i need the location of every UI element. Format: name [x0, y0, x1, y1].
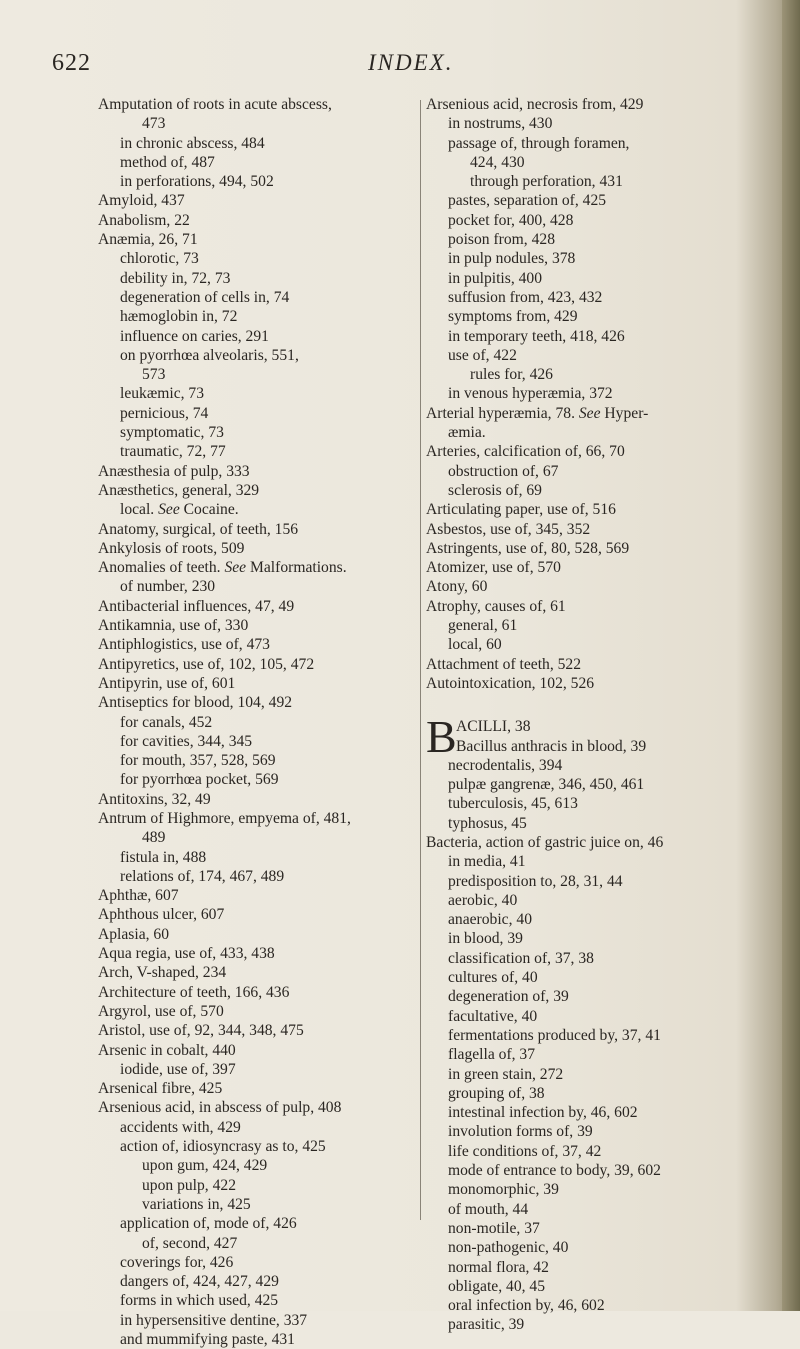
- index-entry: [98, 520, 420, 539]
- index-entry: [426, 249, 776, 268]
- see-reference-label: See: [224, 559, 247, 577]
- index-entry: [98, 462, 420, 481]
- entry-text: Architecture of teeth, 166, 436: [98, 983, 290, 1001]
- index-entry: [98, 1291, 420, 1310]
- entry-text: degeneration of, 39: [448, 988, 569, 1006]
- index-entry: [98, 925, 420, 944]
- entry-text: fermentations produced by, 37, 41: [448, 1026, 661, 1044]
- entry-text: Antiphlogistics, use of, 473: [98, 636, 270, 654]
- index-entry: [426, 852, 776, 871]
- index-entry: [98, 327, 420, 346]
- entry-text: classification of, 37, 38: [448, 949, 594, 967]
- entry-text: for canals, 452: [120, 713, 213, 731]
- index-entry: [98, 307, 420, 326]
- entry-text: upon gum, 424, 429: [142, 1157, 268, 1175]
- entry-text: Anæsthesia of pulp, 333: [98, 462, 250, 480]
- index-entry: [98, 346, 420, 365]
- index-entry: [98, 423, 420, 442]
- index-entry: [426, 1277, 776, 1296]
- index-entry: [426, 423, 776, 442]
- entry-text: predisposition to, 28, 31, 44: [448, 872, 623, 890]
- entry-text: intestinal infection by, 46, 602: [448, 1104, 638, 1122]
- index-entry: [426, 794, 776, 813]
- index-entry: [426, 462, 776, 481]
- entry-text: Arterial hyperæmia, 78.: [426, 404, 575, 422]
- entry-text: Arsenical fibre, 425: [98, 1080, 223, 1098]
- index-entry: [426, 814, 776, 833]
- entry-text: Arch, V-shaped, 234: [98, 964, 227, 982]
- index-entry: [426, 756, 776, 775]
- index-entry: [98, 211, 420, 230]
- page-number: 622: [52, 50, 91, 76]
- entry-text: Antiseptics for blood, 104, 492: [98, 694, 293, 712]
- entry-text: Aplasia, 60: [98, 925, 170, 943]
- index-entry: [98, 905, 420, 924]
- entry-text: passage of, through foramen,: [448, 134, 630, 152]
- entry-text: non-motile, 37: [448, 1219, 540, 1237]
- entry-text: dangers of, 424, 427, 429: [120, 1273, 279, 1291]
- entry-text: Arsenious acid, in abscess of pulp, 408: [98, 1099, 342, 1117]
- entry-text: Antipyretics, use of, 102, 105, 472: [98, 655, 315, 673]
- index-entry: [426, 404, 776, 423]
- entry-text: relations of, 174, 467, 489: [120, 867, 285, 885]
- entry-text: iodide, use of, 397: [120, 1060, 236, 1078]
- index-entry: [426, 1238, 776, 1257]
- index-entry: [98, 134, 420, 153]
- entry-text: in chronic abscess, 484: [120, 134, 265, 152]
- entry-text: Antitoxins, 32, 49: [98, 790, 211, 808]
- index-entry: [98, 732, 420, 751]
- entry-text: Autointoxication, 102, 526: [426, 674, 595, 692]
- entry-text: Atomizer, use of, 570: [426, 559, 561, 577]
- entry-text: rules for, 426: [470, 366, 553, 384]
- index-entry: [98, 1041, 420, 1060]
- entry-text: Bacteria, action of gastric juice on, 46: [426, 833, 664, 851]
- entry-text: action of, idiosyncrasy as to, 425: [120, 1138, 326, 1156]
- entry-text: Argyrol, use of, 570: [98, 1002, 224, 1020]
- column-divider: [420, 100, 421, 1220]
- index-entry: [98, 828, 420, 847]
- index-entry: [426, 269, 776, 288]
- entry-text: Anæmia, 26, 71: [98, 231, 198, 249]
- entry-text: obstruction of, 67: [448, 462, 559, 480]
- index-entry: [98, 1098, 420, 1117]
- see-reference-label: See: [158, 501, 180, 519]
- index-entry: [98, 442, 420, 461]
- entry-text: of number, 230: [120, 578, 216, 596]
- entry-text: chlorotic, 73: [120, 250, 199, 268]
- entry-text: life conditions of, 37, 42: [448, 1142, 602, 1160]
- entry-text: aerobic, 40: [448, 891, 518, 909]
- entry-text: in blood, 39: [448, 930, 523, 948]
- index-entry: [426, 1296, 776, 1315]
- entry-text: in nostrums, 430: [448, 115, 553, 133]
- index-entry: [426, 384, 776, 403]
- index-entry: [426, 1045, 776, 1064]
- index-entry: [98, 809, 420, 828]
- index-entry: [98, 1060, 420, 1079]
- entry-text: method of, 487: [120, 153, 215, 171]
- entry-text: Anæsthetics, general, 329: [98, 481, 260, 499]
- index-entry: [426, 539, 776, 558]
- index-entry: [426, 987, 776, 1006]
- index-entry: [426, 307, 776, 326]
- index-entry: [426, 172, 776, 191]
- index-entry: [98, 539, 420, 558]
- index-entry: [426, 520, 776, 539]
- entry-text: 424, 430: [470, 153, 525, 171]
- index-entry: [426, 1258, 776, 1277]
- index-entry: [98, 114, 420, 133]
- index-entry: [98, 191, 420, 210]
- entry-text: æmia.: [448, 424, 486, 442]
- index-entry: [98, 1272, 420, 1291]
- entry-text: Ankylosis of roots, 509: [98, 539, 245, 557]
- index-entry: [426, 1084, 776, 1103]
- entry-text: normal flora, 42: [448, 1258, 549, 1276]
- running-head: INDEX.: [368, 50, 454, 75]
- see-reference-target: Hyper-: [604, 404, 649, 422]
- index-entry: [98, 655, 420, 674]
- entry-text: general, 61: [448, 617, 518, 635]
- index-entry: [426, 1142, 776, 1161]
- index-entry: [426, 775, 776, 794]
- index-entry: [98, 172, 420, 191]
- entry-text: typhosus, 45: [448, 814, 527, 832]
- entry-text: Anomalies of teeth.: [98, 559, 221, 577]
- index-entry: [98, 1234, 420, 1253]
- entry-text: Aphthous ulcer, 607: [98, 906, 225, 924]
- entry-text: for cavities, 344, 345: [120, 732, 253, 750]
- index-entry: [426, 929, 776, 948]
- index-entry: [98, 867, 420, 886]
- index-entry: [98, 693, 420, 712]
- page-edge-shadow: [782, 0, 800, 1311]
- entry-text: Asbestos, use of, 345, 352: [426, 520, 591, 538]
- index-entry: [98, 1079, 420, 1098]
- entry-text: Atony, 60: [426, 578, 488, 596]
- index-entry: [98, 886, 420, 905]
- index-entry: [426, 833, 776, 852]
- index-entry: [98, 1253, 420, 1272]
- index-entry: [98, 404, 420, 423]
- entry-text: grouping of, 38: [448, 1084, 545, 1102]
- entry-text: local.: [120, 501, 155, 519]
- see-reference-target: Malformations.: [250, 559, 347, 577]
- drop-capital: B: [426, 711, 457, 763]
- entry-text: use of, 422: [448, 346, 517, 364]
- index-entry: [426, 949, 776, 968]
- index-entry: [98, 1021, 420, 1040]
- entry-text: Anabolism, 22: [98, 211, 190, 229]
- entry-text: sclerosis of, 69: [448, 481, 542, 499]
- index-entry: [426, 95, 776, 114]
- index-entry: [426, 230, 776, 249]
- index-entry: [426, 211, 776, 230]
- entry-text: oral infection by, 46, 602: [448, 1297, 605, 1315]
- index-entry: [98, 153, 420, 172]
- index-entry: [98, 848, 420, 867]
- entry-text: pastes, separation of, 425: [448, 192, 607, 210]
- index-entry: [426, 134, 776, 153]
- entry-text: through perforation, 431: [470, 173, 623, 191]
- entry-text: in pulpitis, 400: [448, 269, 543, 287]
- entry-text: anaerobic, 40: [448, 911, 532, 929]
- index-entry: [98, 249, 420, 268]
- index-entry: [98, 944, 420, 963]
- index-entry: [426, 442, 776, 461]
- index-entry: [98, 269, 420, 288]
- see-reference-label: See: [578, 404, 601, 422]
- entry-text: parasitic, 39: [448, 1316, 525, 1334]
- index-entry: [426, 1180, 776, 1199]
- index-entry: [426, 968, 776, 987]
- entry-text: Aqua regia, use of, 433, 438: [98, 945, 275, 963]
- entry-text: poison from, 428: [448, 231, 555, 249]
- index-entry: [426, 481, 776, 500]
- index-entry: [98, 230, 420, 249]
- entry-text: Amputation of roots in acute abscess,: [98, 96, 332, 113]
- entry-text: monomorphic, 39: [448, 1181, 559, 1199]
- entry-text: forms in which used, 425: [120, 1292, 279, 1310]
- entry-text: ACILLI, 38: [456, 718, 531, 736]
- entry-text: Arteries, calcification of, 66, 70: [426, 443, 625, 461]
- entry-text: leukæmic, 73: [120, 385, 205, 403]
- index-entry: [98, 983, 420, 1002]
- index-entry: [98, 751, 420, 770]
- entry-text: Amyloid, 437: [98, 192, 185, 210]
- entry-text: suffusion from, 423, 432: [448, 288, 603, 306]
- section-gap: [426, 693, 776, 717]
- entry-text: 489: [142, 829, 166, 847]
- index-entry: [426, 1103, 776, 1122]
- index-entry: [98, 288, 420, 307]
- index-entry: [98, 616, 420, 635]
- index-entry: [426, 635, 776, 654]
- entry-text: flagella of, 37: [448, 1046, 536, 1064]
- entry-text: in temporary teeth, 418, 426: [448, 327, 625, 345]
- index-entry: [98, 963, 420, 982]
- entry-text: of, second, 427: [142, 1234, 238, 1252]
- entry-text: on pyorrhœa alveolaris, 551,: [120, 346, 299, 364]
- index-entry: [426, 191, 776, 210]
- entry-text: 473: [142, 115, 166, 133]
- index-entry: [98, 481, 420, 500]
- entry-text: for pyorrhœa pocket, 569: [120, 771, 279, 789]
- entry-text: Aristol, use of, 92, 344, 348, 475: [98, 1022, 304, 1040]
- entry-text: pocket for, 400, 428: [448, 211, 574, 229]
- entry-text: for mouth, 357, 528, 569: [120, 752, 276, 770]
- index-entry: [426, 1026, 776, 1045]
- index-entry: [98, 95, 420, 114]
- index-entry: [426, 114, 776, 133]
- entry-text: Attachment of teeth, 522: [426, 655, 582, 673]
- entry-text: symptoms from, 429: [448, 308, 578, 326]
- entry-text: in media, 41: [448, 853, 526, 871]
- entry-text: upon pulp, 422: [142, 1176, 236, 1194]
- index-entry: [426, 1007, 776, 1026]
- entry-text: non-pathogenic, 40: [448, 1239, 569, 1257]
- index-entry: [426, 1315, 776, 1334]
- index-entry: [426, 1200, 776, 1219]
- index-entry: [98, 770, 420, 789]
- entry-text: obligate, 40, 45: [448, 1277, 546, 1295]
- entry-text: cultures of, 40: [448, 969, 538, 987]
- index-entry: [98, 635, 420, 654]
- index-entry: [426, 910, 776, 929]
- index-entry: [98, 1118, 420, 1137]
- index-entry: [426, 1065, 776, 1084]
- index-entry: [426, 1122, 776, 1141]
- index-entry: [426, 616, 776, 635]
- entry-text: mode of entrance to body, 39, 602: [448, 1162, 661, 1180]
- entry-text: fistula in, 488: [120, 848, 207, 866]
- index-entry: [426, 500, 776, 519]
- index-entry: [98, 1176, 420, 1195]
- index-entry: [426, 1161, 776, 1180]
- entry-text: variations in, 425: [142, 1195, 251, 1213]
- entry-text: Antibacterial influences, 47, 49: [98, 597, 295, 615]
- entry-text: Articulating paper, use of, 516: [426, 501, 616, 519]
- entry-text: involution forms of, 39: [448, 1123, 593, 1141]
- entry-text: 573: [142, 366, 166, 384]
- entry-text: facultative, 40: [448, 1007, 538, 1025]
- index-entry: [426, 577, 776, 596]
- index-entry: [98, 1156, 420, 1175]
- index-entry: [98, 790, 420, 809]
- entry-text: in green stain, 272: [448, 1065, 564, 1083]
- index-entry: [426, 365, 776, 384]
- index-entry: [98, 1311, 420, 1330]
- entry-text: in hypersensitive dentine, 337: [120, 1311, 308, 1329]
- index-entry: [426, 327, 776, 346]
- index-entry: [426, 737, 776, 756]
- entry-text: Astringents, use of, 80, 528, 569: [426, 539, 630, 557]
- index-entry: [98, 597, 420, 616]
- entry-text: Atrophy, causes of, 61: [426, 597, 566, 615]
- entry-text: pernicious, 74: [120, 404, 209, 422]
- entry-text: of mouth, 44: [448, 1200, 529, 1218]
- index-entry: [98, 1330, 420, 1349]
- entry-text: degeneration of cells in, 74: [120, 288, 290, 306]
- entry-text: Antikamnia, use of, 330: [98, 617, 249, 635]
- index-entry: [426, 558, 776, 577]
- index-entry: [98, 1214, 420, 1233]
- index-entry: [98, 1002, 420, 1021]
- index-entry: [426, 655, 776, 674]
- index-entry: [426, 346, 776, 365]
- index-entry: [98, 1137, 420, 1156]
- index-entry: [426, 597, 776, 616]
- index-entry: [98, 384, 420, 403]
- entry-text: hæmoglobin in, 72: [120, 308, 238, 326]
- entry-text: necrodentalis, 394: [448, 756, 563, 774]
- entry-text: Bacillus anthracis in blood, 39: [456, 737, 647, 755]
- entry-text: influence on caries, 291: [120, 327, 269, 345]
- see-reference-target: Cocaine.: [183, 501, 239, 519]
- entry-text: Antipyrin, use of, 601: [98, 674, 236, 692]
- entry-text: Aphthæ, 607: [98, 887, 179, 905]
- entry-text: Antrum of Highmore, empyema of, 481,: [98, 809, 351, 827]
- index-entry: [426, 1219, 776, 1238]
- entry-text: Anatomy, surgical, of teeth, 156: [98, 520, 299, 538]
- entry-text: symptomatic, 73: [120, 424, 224, 442]
- index-entry: [426, 872, 776, 891]
- entry-text: Arsenious acid, necrosis from, 429: [426, 96, 644, 113]
- entry-text: traumatic, 72, 77: [120, 443, 226, 461]
- entry-text: and mummifying paste, 431: [120, 1331, 295, 1348]
- index-entry: [426, 891, 776, 910]
- entry-text: accidents with, 429: [120, 1118, 241, 1136]
- entry-text: tuberculosis, 45, 613: [448, 795, 578, 813]
- entry-text: in venous hyperæmia, 372: [448, 385, 613, 403]
- index-entry: [98, 500, 420, 519]
- index-entry: [98, 1195, 420, 1214]
- index-entry: [426, 288, 776, 307]
- index-entry: [426, 153, 776, 172]
- index-entry: [98, 713, 420, 732]
- index-column-right: [426, 95, 776, 1335]
- index-entry: [98, 365, 420, 384]
- index-entry: [98, 674, 420, 693]
- index-column-left: [98, 95, 420, 1349]
- entry-text: coverings for, 426: [120, 1253, 234, 1271]
- entry-text: in perforations, 494, 502: [120, 173, 274, 191]
- index-entry: [98, 577, 420, 596]
- index-entry: [98, 558, 420, 577]
- entry-text: debility in, 72, 73: [120, 269, 231, 287]
- entry-text: local, 60: [448, 636, 502, 654]
- entry-text: in pulp nodules, 378: [448, 250, 576, 268]
- entry-text: Arsenic in cobalt, 440: [98, 1041, 236, 1059]
- index-entry: [426, 674, 776, 693]
- entry-text: pulpæ gangrenæ, 346, 450, 461: [448, 776, 645, 794]
- entry-text: application of, mode of, 426: [120, 1215, 297, 1233]
